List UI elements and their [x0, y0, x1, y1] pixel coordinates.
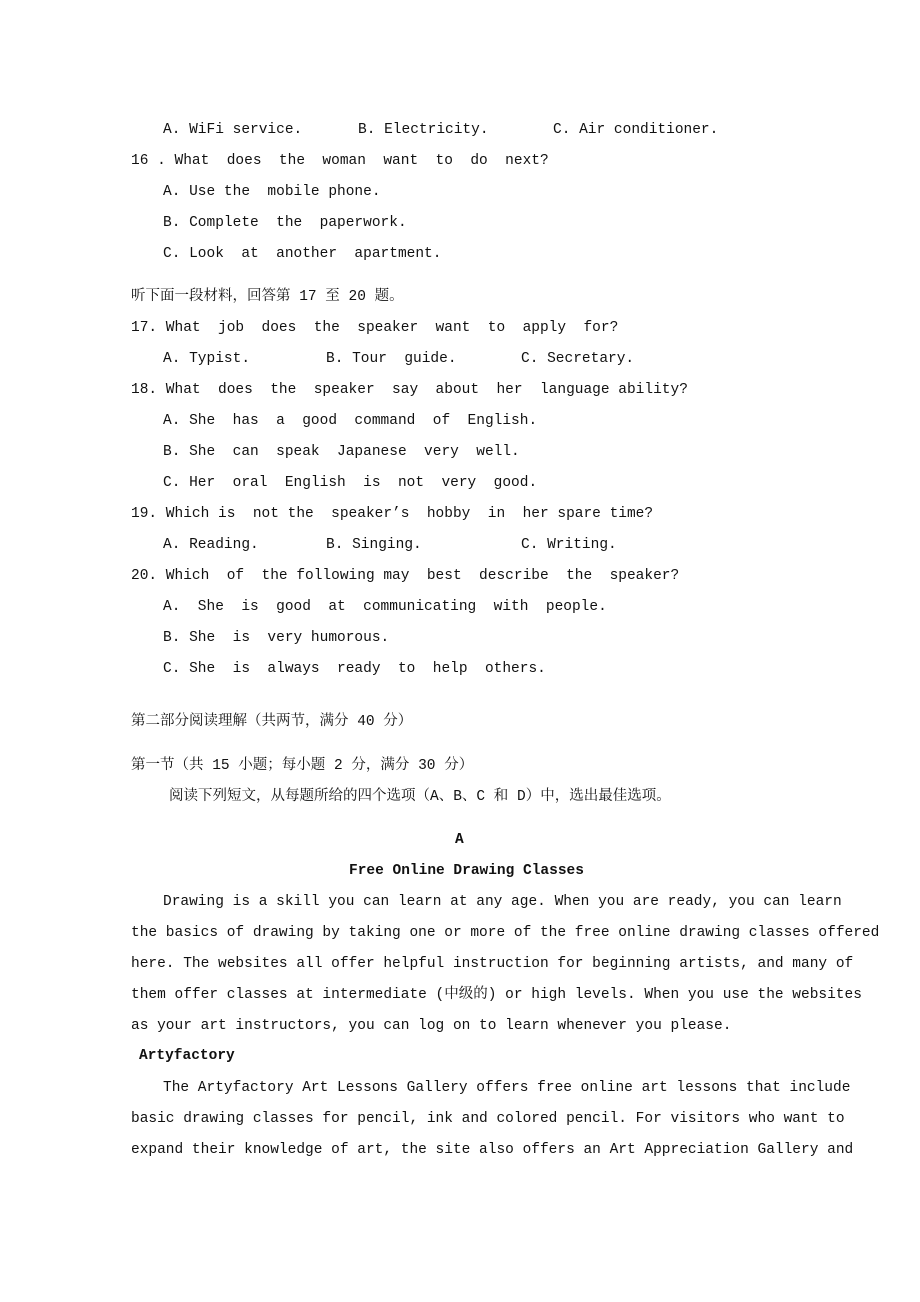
option-c: C. Her oral English is not very good. [163, 475, 538, 491]
option-a: A. She has a good command of English. [163, 413, 538, 429]
option-b: B. She can speak Japanese very well. [163, 444, 520, 460]
q15-option-a: A. WiFi service. [163, 122, 303, 138]
passage-title: Free Online Drawing Classes [349, 863, 584, 879]
paragraph-line: basic drawing classes for pencil, ink and colored pencil. For visitors who want to [131, 1111, 845, 1127]
section1-instruction: 阅读下列短文，从每题所给的四个选项（A、B、C 和 D）中，选出最佳选项。 [169, 789, 671, 805]
q15-option-c: C. Air conditioner. [553, 122, 719, 138]
question-stem: 17. What job does the speaker want to apply for? [131, 320, 619, 336]
paragraph-line: here. The websites all offer helpful instruction for beginning artists, and many of [131, 956, 854, 972]
paragraph-line: as your art instructors, you can log on to learn whenever you please. [131, 1018, 732, 1034]
question-stem: 18. What does the speaker say about her language ability? [131, 382, 688, 398]
paragraph-line: the basics of drawing by taking one or more of the free online drawing classes offered [131, 925, 880, 941]
option-c: C. Writing. [521, 537, 617, 553]
paragraph-line: The Artyfactory Art Lessons Gallery offers free online art lessons that include [163, 1080, 851, 1096]
option-a: A. She is good at communicating with people. [163, 599, 607, 615]
subheading-artyfactory: Artyfactory [139, 1048, 235, 1064]
option-a: A. Reading. [163, 537, 259, 553]
paragraph-line: expand their knowledge of art, the site also offers an Art Appreciation Gallery and [131, 1142, 854, 1158]
q15-option-b: B. Electricity. [358, 122, 489, 138]
option-c: C. Secretary. [521, 351, 635, 367]
option-b: B. She is very humorous. [163, 630, 390, 646]
part2-title: 第二部分阅读理解（共两节，满分 40 分） [131, 714, 413, 730]
option-c: C. Look at another apartment. [163, 246, 442, 262]
option-c: C. She is always ready to help others. [163, 661, 546, 677]
option-b: B. Complete the paperwork. [163, 215, 407, 231]
option-b: B. Singing. [326, 537, 422, 553]
section1-title: 第一节（共 15 小题；每小题 2 分，满分 30 分） [131, 758, 474, 774]
option-a: A. Use the mobile phone. [163, 184, 381, 200]
paragraph-line: them offer classes at intermediate (中级的) or high levels. When you use the websites [131, 987, 862, 1003]
question-stem: 19. Which is not the speaker’s hobby in her spare time? [131, 506, 654, 522]
question-stem: 16 . What does the woman want to do next? [131, 153, 549, 169]
instruction-17-20: 听下面一段材料，回答第 17 至 20 题。 [131, 289, 404, 305]
passage-letter: A [455, 832, 464, 848]
option-a: A. Typist. [163, 351, 251, 367]
paragraph-line: Drawing is a skill you can learn at any age. When you are ready, you can learn [163, 894, 842, 910]
option-b: B. Tour guide. [326, 351, 457, 367]
question-stem: 20. Which of the following may best describe the speaker? [131, 568, 680, 584]
